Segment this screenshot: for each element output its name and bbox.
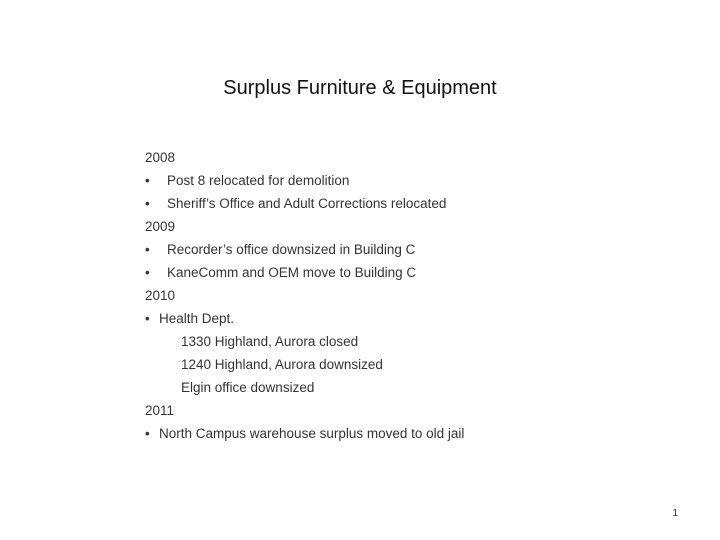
- bullet-icon: •: [145, 311, 150, 326]
- bullet-icon: •: [145, 242, 150, 257]
- sub-item: 1240 Highland, Aurora downsized: [181, 357, 383, 372]
- list-item-text: Recorder’s office downsized in Building C: [167, 242, 416, 257]
- list-item-text: KaneComm and OEM move to Building C: [167, 265, 417, 280]
- list-item: [145, 173, 349, 188]
- bullet-icon: •: [145, 265, 150, 280]
- list-item-text: Health Dept.: [159, 311, 235, 326]
- bullet-icon: •: [145, 196, 150, 211]
- page-number: 1: [672, 508, 678, 519]
- year-heading-2010: 2010: [145, 288, 176, 303]
- year-heading-2011: 2011: [145, 403, 175, 418]
- list-item: [145, 196, 446, 211]
- list-item-text: Post 8 relocated for demolition: [167, 173, 350, 188]
- year-heading-2009: 2009: [145, 219, 176, 234]
- slide-title: Surplus Furniture & Equipment: [223, 77, 497, 99]
- list-item-text: Sheriff’s Office and Adult Corrections relocated: [167, 196, 447, 211]
- list-item-text: North Campus warehouse surplus moved to old jail: [159, 426, 465, 441]
- bullet-icon: •: [145, 173, 150, 188]
- year-heading-2008: 2008: [145, 150, 176, 165]
- list-item: [145, 426, 464, 441]
- list-item: [145, 242, 415, 257]
- list-item: [145, 311, 234, 326]
- sub-item: 1330 Highland, Aurora closed: [181, 334, 359, 349]
- list-item: [145, 265, 416, 280]
- bullet-icon: •: [145, 426, 150, 441]
- sub-item: Elgin office downsized: [181, 380, 315, 395]
